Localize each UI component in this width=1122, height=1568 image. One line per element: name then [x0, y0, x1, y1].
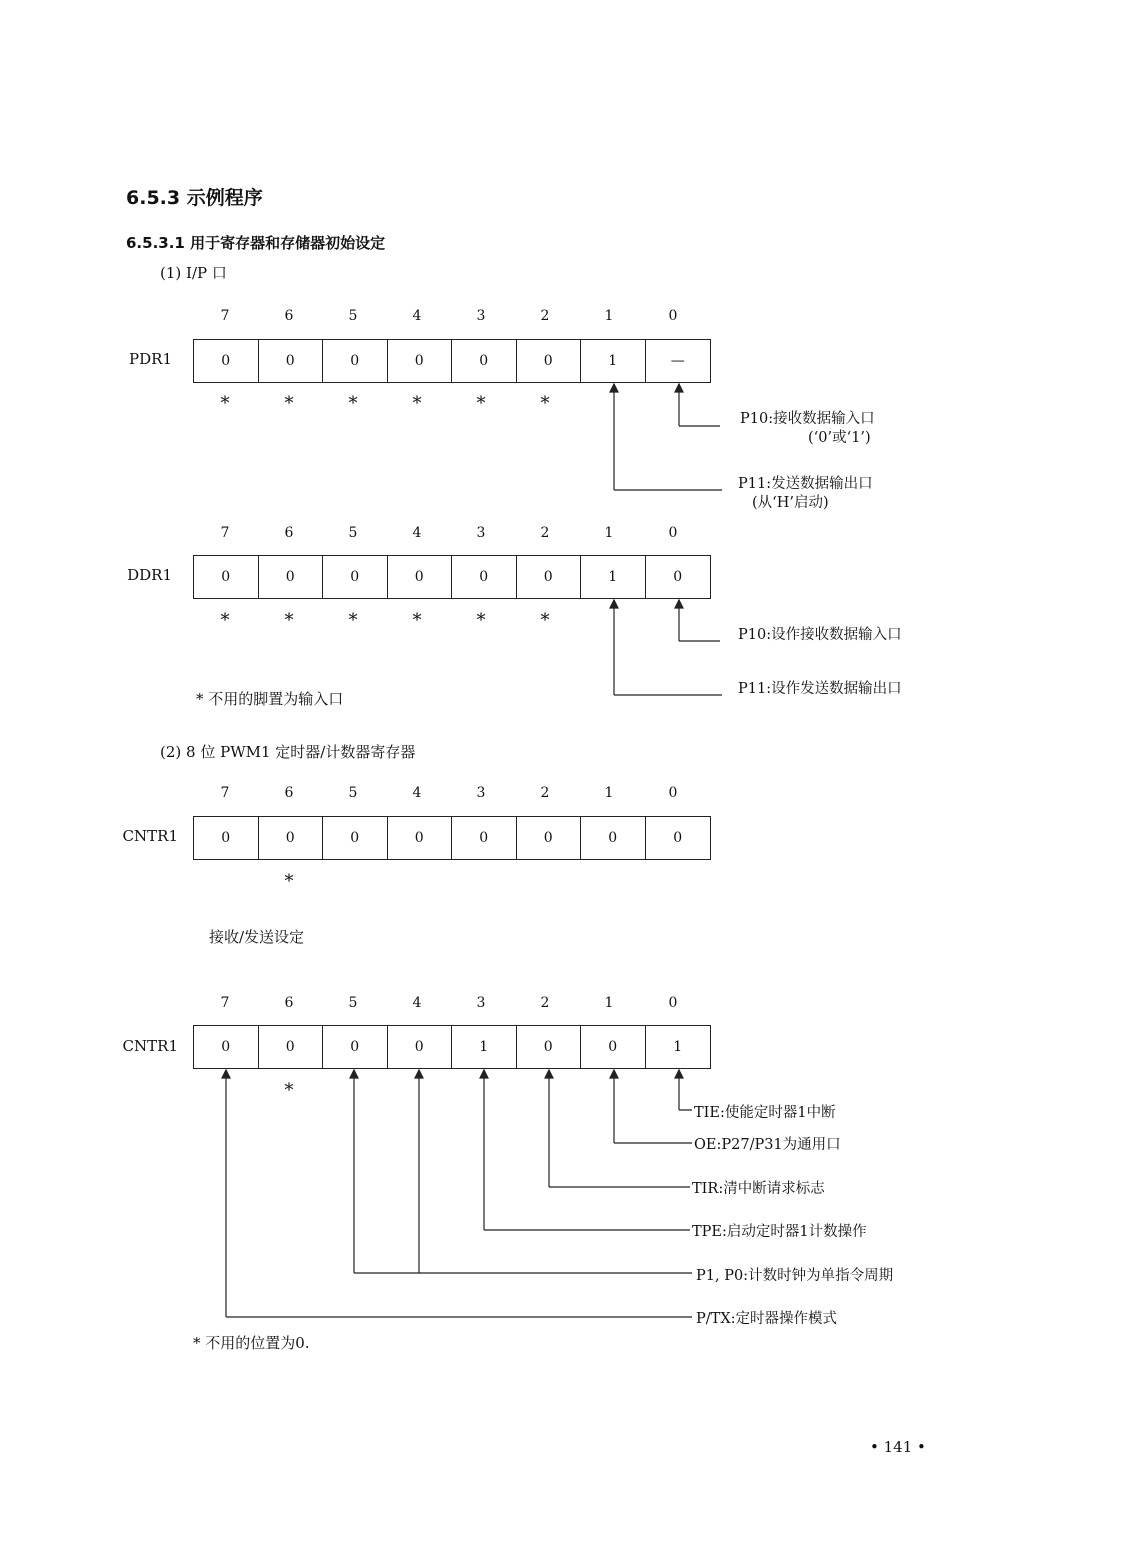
pdr1-p11-arrowhead [610, 384, 618, 392]
bit-number: 7 [220, 995, 230, 1011]
bit-number: 6 [284, 995, 294, 1011]
unused-star: * [284, 610, 294, 631]
p1p0-leader [354, 1070, 692, 1273]
bit-cell: 0 [673, 569, 683, 585]
bit-number: 7 [220, 308, 230, 324]
ddr1-p10-leader [679, 600, 720, 641]
bit-number: 4 [412, 525, 422, 541]
ddr1-p11-annotation: P11:设作发送数据输出口 [738, 681, 902, 697]
cntr1a-label: CNTR1 [122, 827, 178, 845]
p1-arrowhead [350, 1070, 358, 1078]
tie-arrowhead [675, 1070, 683, 1078]
ptx-leader [226, 1070, 692, 1317]
unused-star: * [476, 610, 486, 631]
ddr1-p10-arrowhead [675, 600, 683, 608]
bit-number: 4 [412, 308, 422, 324]
bit-number: 3 [476, 525, 486, 541]
bit-number: 4 [412, 785, 422, 801]
pdr1-p11-leader [614, 384, 722, 490]
tpe-annotation: TPE:启动定时器1计数操作 [692, 1224, 867, 1240]
bit-number: 6 [284, 785, 294, 801]
bit-number: 1 [604, 525, 614, 541]
bit-number: 0 [668, 785, 678, 801]
ddr1-p10-annotation: P10:设作接收数据输入口 [738, 627, 902, 643]
pdr1-p10-annotation: P10:接收数据输入口 [740, 411, 875, 427]
bit-cell: 0 [517, 556, 582, 598]
bit-number: 5 [348, 995, 358, 1011]
bit-cell: 0 [259, 556, 324, 598]
bit-cell: 0 [388, 1026, 453, 1068]
ptx-annotation: P/TX:定时器操作模式 [696, 1311, 838, 1327]
unused-star: * [540, 393, 550, 414]
unused-star: * [476, 393, 486, 414]
pdr1-p10-arrowhead [675, 384, 683, 392]
tir-leader [549, 1070, 690, 1187]
bit-number: 5 [348, 785, 358, 801]
unused-star: * [284, 393, 294, 414]
bit-cell: 0 [581, 1026, 646, 1068]
bit-number: 3 [476, 308, 486, 324]
ddr1-p11-leader [614, 600, 722, 695]
bit-cell: 0 [452, 340, 517, 382]
bit-number: 2 [540, 525, 550, 541]
unused-star: * [348, 610, 358, 631]
oe-arrowhead [610, 1070, 618, 1078]
unused-star: * [220, 610, 230, 631]
bit-cell: 0 [388, 340, 453, 382]
bit-cell: 1 [673, 1039, 683, 1055]
tir-arrowhead [545, 1070, 553, 1078]
bit-number: 3 [476, 785, 486, 801]
pdr1-p10-leader [679, 384, 720, 426]
bit-number: 7 [220, 785, 230, 801]
p0-arrowhead [415, 1070, 423, 1078]
bit-cell: 0 [323, 556, 388, 598]
bit-cell: 0 [259, 817, 324, 859]
bit-number: 3 [476, 995, 486, 1011]
pdr1-p11-annotation: P11:发送数据输出口 [738, 476, 873, 492]
bit-number: 2 [540, 785, 550, 801]
subsection-title: 6.5.3.1 用于寄存器和存储器初始设定 [126, 234, 386, 252]
bit-number: 7 [220, 525, 230, 541]
cntr1b-label: CNTR1 [122, 1037, 178, 1055]
ptx-arrowhead [222, 1070, 230, 1078]
unused-star: * [540, 610, 550, 631]
tpe-arrowhead [480, 1070, 488, 1078]
unused-star: * [284, 1080, 294, 1101]
rx-tx-setting-label: 接收/发送设定 [209, 928, 305, 946]
bit-number: 2 [540, 308, 550, 324]
bit-cell: 0 [517, 340, 582, 382]
bit-number: 0 [668, 995, 678, 1011]
bit-cell: — [670, 353, 685, 369]
bit-number: 1 [604, 995, 614, 1011]
unused-bits-note: * 不用的位置为0. [193, 1334, 310, 1352]
bit-cell: 0 [517, 817, 582, 859]
bit-number: 0 [668, 308, 678, 324]
bit-cell: 1 [581, 556, 646, 598]
oe-leader [614, 1070, 692, 1143]
bit-cell: 0 [323, 817, 388, 859]
tie-annotation: TIE:使能定时器1中断 [694, 1105, 836, 1121]
bit-cell: 0 [388, 817, 453, 859]
bit-number: 4 [412, 995, 422, 1011]
bit-number: 1 [604, 308, 614, 324]
pdr1-p11-annotation-sub: (从‘H’启动) [752, 495, 829, 511]
unused-pins-note: * 不用的脚置为输入口 [196, 690, 344, 708]
bit-number: 5 [348, 525, 358, 541]
bit-cell: 0 [323, 1026, 388, 1068]
unused-star: * [220, 393, 230, 414]
bit-number: 6 [284, 308, 294, 324]
bit-cell: 0 [194, 817, 259, 859]
item2-title: (2) 8 位 PWM1 定时器/计数器寄存器 [160, 743, 416, 761]
item1-title: (1) I/P 口 [160, 264, 227, 282]
bit-number: 0 [668, 525, 678, 541]
bit-number: 6 [284, 525, 294, 541]
bit-cell: 0 [517, 1026, 582, 1068]
bit-number: 5 [348, 308, 358, 324]
bit-cell: 0 [194, 1026, 259, 1068]
pdr1-p10-annotation-sub: (‘0’或‘1’) [808, 430, 871, 446]
unused-star: * [412, 393, 422, 414]
bit-cell: 0 [452, 556, 517, 598]
tpe-leader [484, 1070, 690, 1230]
tir-annotation: TIR:清中断请求标志 [692, 1181, 825, 1197]
oe-annotation: OE:P27/P31为通用口 [694, 1137, 841, 1153]
section-title: 6.5.3 示例程序 [126, 187, 263, 209]
bit-cell: 0 [259, 1026, 324, 1068]
bit-number: 1 [604, 785, 614, 801]
pdr1-label: PDR1 [129, 350, 172, 368]
unused-star: * [348, 393, 358, 414]
page-number: • 141 • [870, 1438, 926, 1456]
bit-cell: 0 [323, 340, 388, 382]
ddr1-p11-arrowhead [610, 600, 618, 608]
bit-cell: 0 [581, 817, 646, 859]
bit-number: 2 [540, 995, 550, 1011]
bit-cell: 1 [581, 340, 646, 382]
p1p0-annotation: P1, P0:计数时钟为单指令周期 [696, 1268, 894, 1284]
ddr1-label: DDR1 [127, 566, 172, 584]
bit-cell: 0 [259, 340, 324, 382]
bit-cell: 0 [388, 556, 453, 598]
bit-cell: 0 [452, 817, 517, 859]
bit-cell: 0 [194, 340, 259, 382]
unused-star: * [284, 871, 294, 892]
bit-cell: 0 [194, 556, 259, 598]
unused-star: * [412, 610, 422, 631]
bit-cell: 1 [452, 1026, 517, 1068]
bit-cell: 0 [673, 830, 683, 846]
